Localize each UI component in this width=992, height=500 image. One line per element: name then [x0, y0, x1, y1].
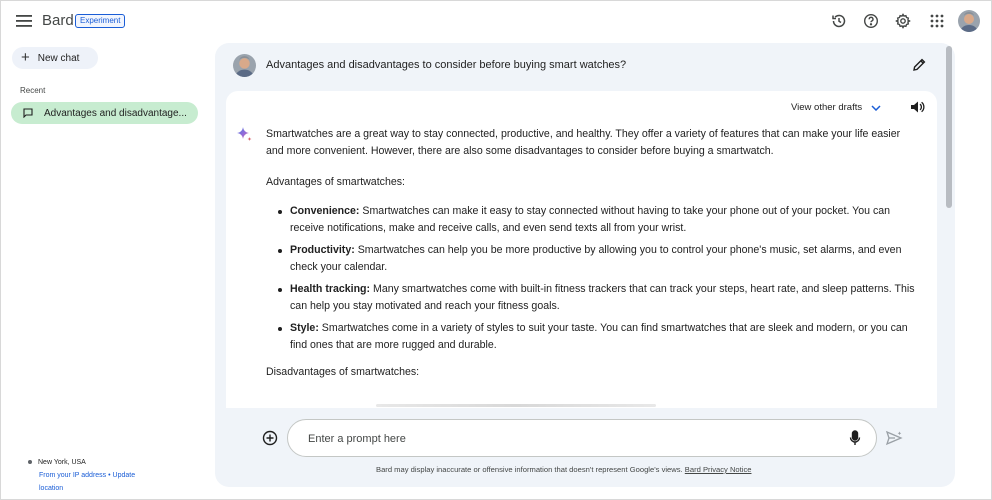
list-item [290, 242, 916, 276]
list-item-text: Smartwatches come in a variety of styles to suit your taste. You can find smartwatches that are sleek and modern, or you can find ones that are more rugged and durable. [290, 322, 908, 351]
recent-heading: Recent [20, 86, 46, 95]
update-location-link-cont[interactable]: location [39, 485, 64, 492]
privacy-notice-link[interactable]: Bard Privacy Notice [684, 465, 752, 474]
speaker-icon[interactable] [910, 100, 926, 116]
top-bar [0, 0, 992, 44]
list-item [290, 203, 916, 237]
location-info [28, 456, 168, 495]
add-circle-icon[interactable] [262, 430, 279, 447]
view-drafts-button[interactable] [791, 102, 881, 113]
list-item [290, 281, 916, 315]
view-drafts-label: View other drafts [791, 102, 863, 113]
menu-icon[interactable] [14, 11, 34, 31]
brand-name[interactable]: Bard [42, 12, 74, 29]
new-chat-button[interactable] [12, 47, 98, 69]
list-item-title: Productivity: [290, 244, 355, 256]
chat-bubble-icon [23, 108, 33, 118]
help-icon[interactable] [862, 12, 880, 30]
user-avatar [233, 54, 256, 77]
ip-address-link[interactable]: From your IP address [39, 472, 107, 479]
list-item [290, 320, 916, 354]
disclaimer [376, 465, 751, 474]
history-icon[interactable] [830, 12, 848, 30]
advantages-list [266, 203, 916, 354]
bard-sparkle-icon [235, 126, 252, 143]
profile-avatar[interactable] [958, 10, 980, 32]
answer-intro: Smartwatches are a great way to stay connected, productive, and healthy. They offer a variety of features that can make your life easier and more convenient. However, there are also some disadvantages to consider before buying a smartwatch. [266, 128, 901, 157]
user-question [233, 54, 933, 78]
prompt-box [287, 419, 877, 457]
location-separator: • [106, 472, 113, 479]
update-location-link[interactable]: Update [112, 472, 136, 479]
list-item-title: Style: [290, 322, 319, 334]
advantages-heading: Advantages of smartwatches: [266, 176, 405, 188]
scrollbar-thumb[interactable] [946, 46, 952, 208]
list-item-text: Smartwatches can make it easy to stay connected without having to take your phone out of your pocket. You can receive notifications, make and receive calls, and even send texts all from your wrist. [290, 205, 891, 234]
disclaimer-text: Bard may display inaccurate or offensive information that doesn't represent Google's views. [376, 465, 683, 474]
answer-body [266, 126, 916, 393]
microphone-icon[interactable] [849, 430, 863, 447]
apps-grid-icon[interactable] [928, 12, 946, 30]
recent-chat-item[interactable] [11, 102, 198, 124]
list-item-text: Smartwatches can help you be more productive by allowing you to control your phone's music, set alarms, and even check your calendar. [290, 244, 902, 273]
question-text: Advantages and disadvantages to consider before buying smart watches? [266, 59, 627, 71]
answer-card [226, 91, 937, 408]
list-item-title: Health tracking: [290, 283, 371, 295]
list-item-text: Many smartwatches come with built-in fitness trackers that can track your steps, heart rate, and sleep patterns. This can help you stay motivated and reach your fitness goals. [290, 283, 915, 312]
recent-chat-label: Advantages and disadvantage... [44, 107, 187, 119]
chevron-down-icon [871, 105, 881, 111]
experiment-badge: Experiment [75, 14, 125, 28]
plus-icon: + [21, 49, 30, 66]
location-place: New York, USA [38, 459, 86, 466]
edit-pencil-icon[interactable] [912, 57, 928, 73]
disadvantages-heading: Disadvantages of smartwatches: [266, 366, 420, 378]
location-dot-icon [28, 460, 32, 464]
send-icon[interactable] [885, 429, 903, 447]
prompt-input[interactable] [308, 430, 828, 448]
list-item-title: Convenience: [290, 205, 360, 217]
settings-icon[interactable] [894, 12, 912, 30]
new-chat-label: New chat [37, 52, 80, 64]
truncated-content-line [376, 404, 656, 407]
